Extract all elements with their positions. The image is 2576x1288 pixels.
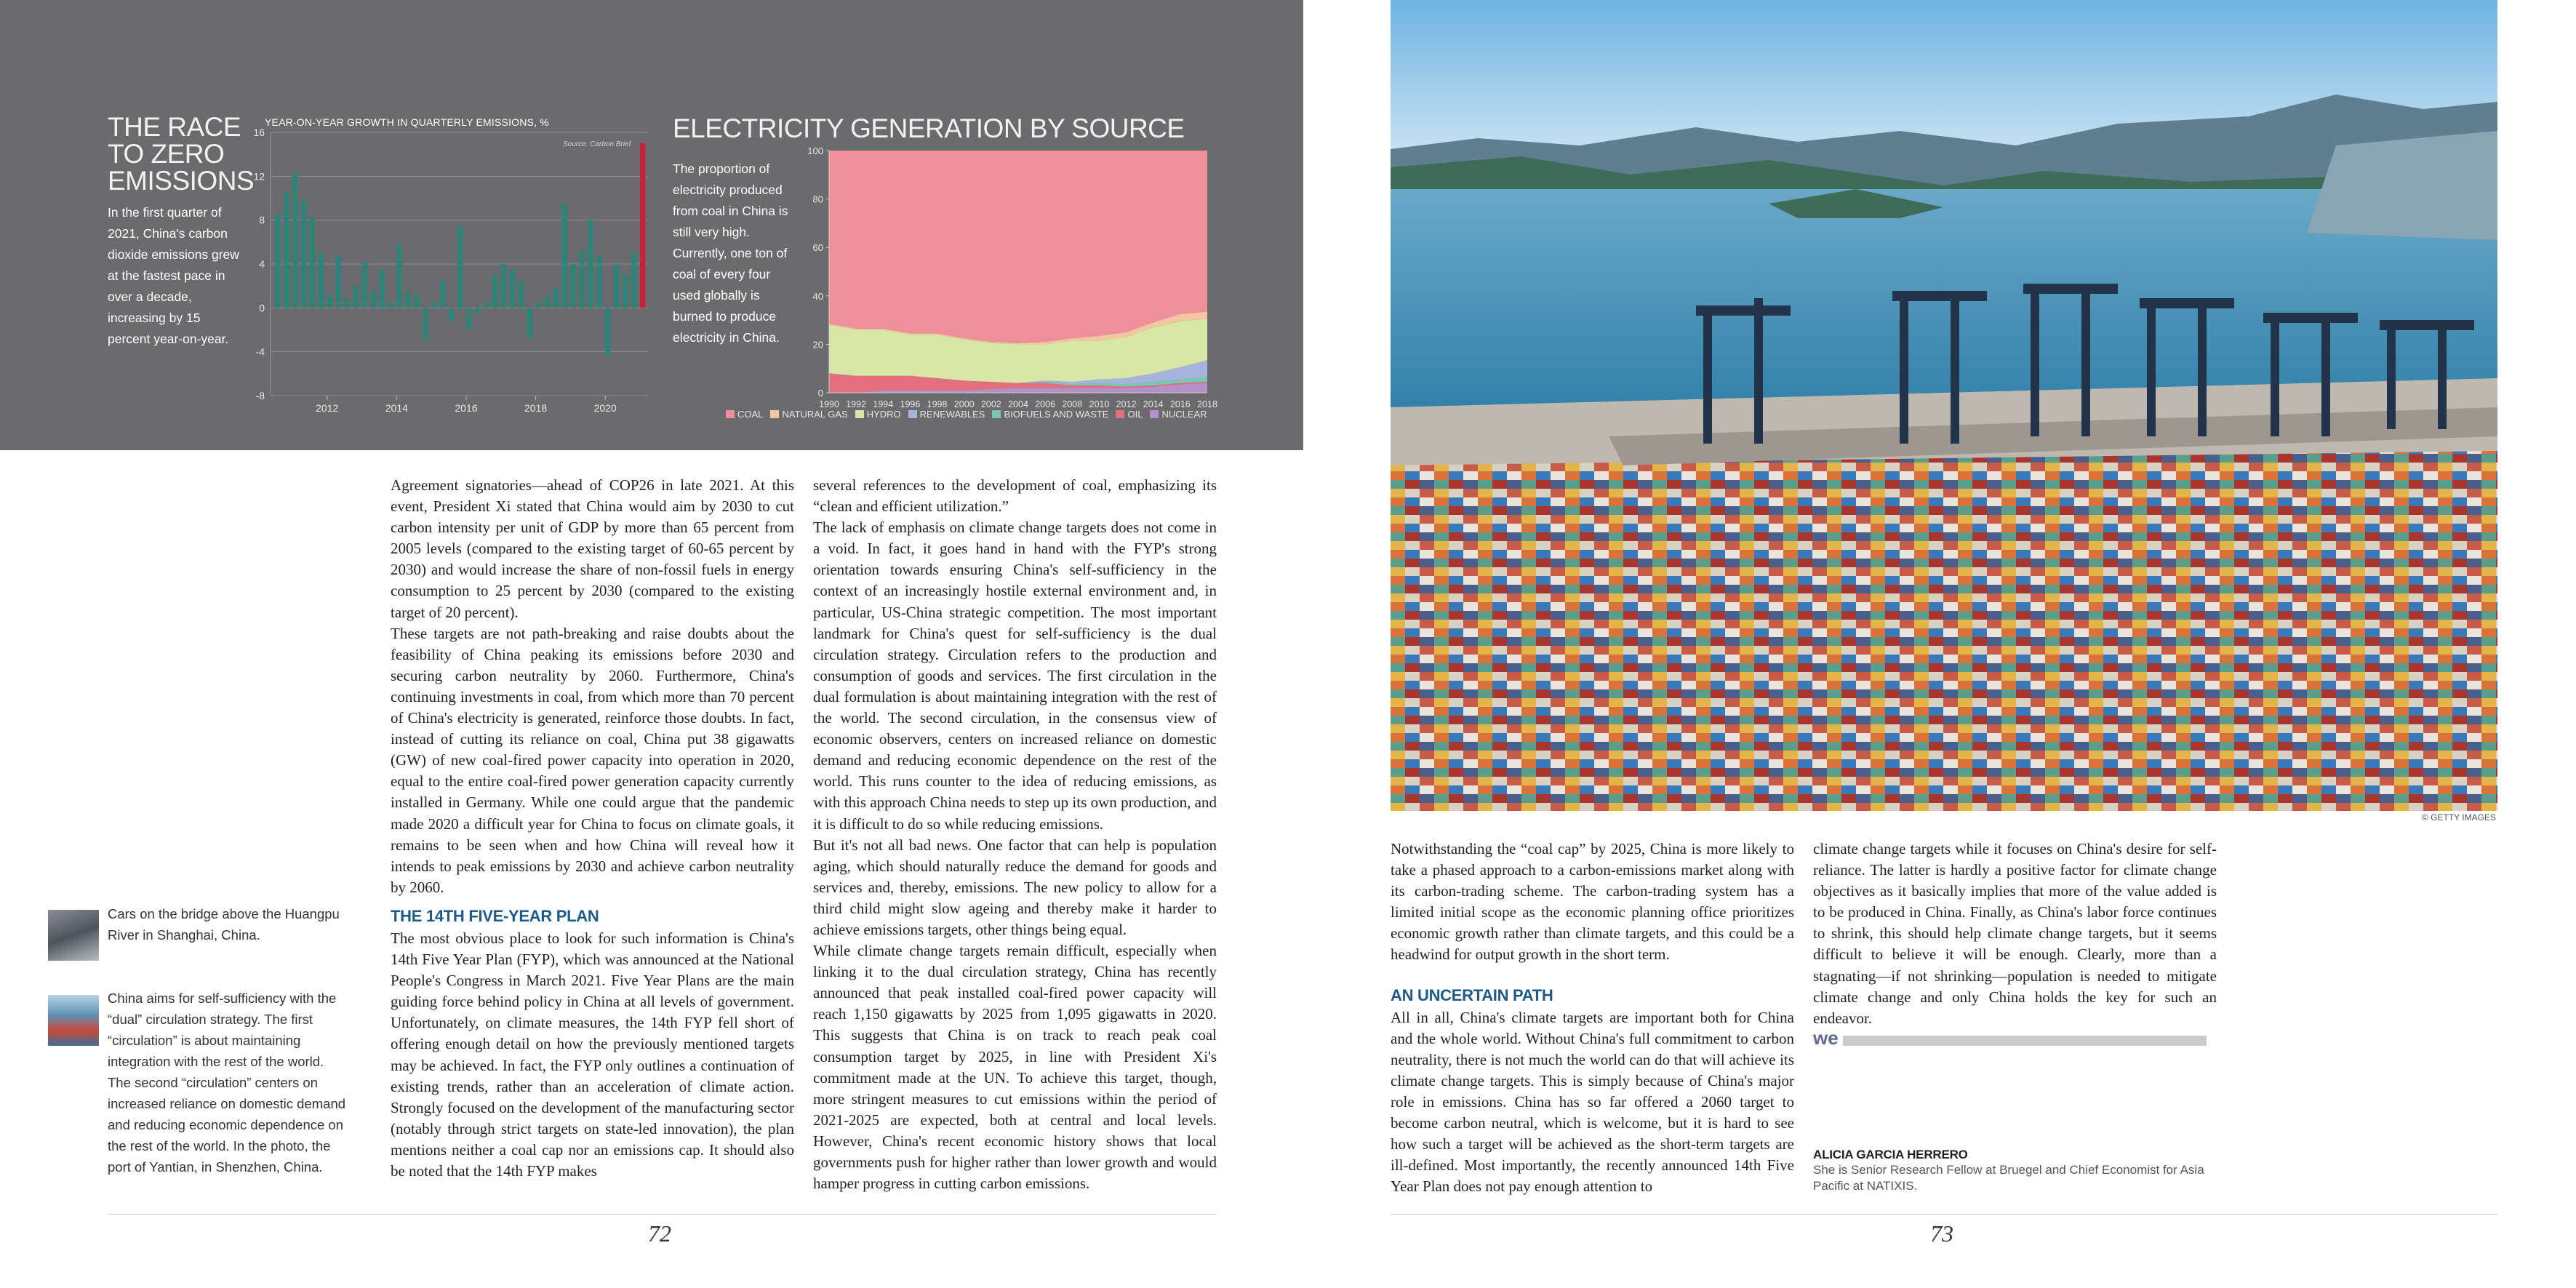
legend-swatch	[770, 410, 779, 418]
x-tick-label: 2018	[524, 402, 548, 414]
emission-bar	[310, 218, 315, 308]
emission-bar	[284, 193, 289, 308]
footer-rule	[108, 1214, 1217, 1215]
y-tick-label: 80	[812, 193, 823, 205]
legend-item	[908, 409, 985, 420]
paragraph: climate change targets while it focuses on China's desire for self-reliance. The latter is hardly a positive factor for climate change objectives as it basically implies that more of the value added is to be produced in China. Finally, as China's labor force continues to shrink, this should help climate change targets, but it seems difficult to believe it will be enough. Clearly, more than a stagnating—if not shrinking—population is needed to mitigate climate change and only China holds the key for such an endeavor.	[1813, 840, 2217, 1027]
x-tick-label: 1990	[819, 399, 839, 409]
port-photo-illustration	[1391, 0, 2497, 811]
y-tick-label: 8	[259, 214, 265, 226]
paragraph: The most obvious place to look for such information is China's 14th Five Year Plan (FYP), which was announced at the National People's Congress in March 2021. Five Year Plans are the main guiding force behind policy in China at all levels of government. Unfortunately, on climate measures, the 14th FYP fell short of offering enough detail on how the previously mentioned targets may be achieved. In fact, the FYP only outlines a continuation of existing trends, rather than an acceleration of climate action. Strongly focused on the development of the manufacturing sector (notably through strict targets on state-led innovation), the plan mentions neither a coal cap nor an emissions cap. It should also be noted that the 14th FYP makes	[391, 929, 794, 1180]
y-tick-label: 0	[817, 388, 823, 399]
port-thumbnail-image	[48, 995, 99, 1046]
legend-item	[726, 409, 763, 420]
legend-swatch	[992, 410, 1001, 418]
y-tick-label: 16	[253, 127, 265, 138]
emission-bar	[362, 262, 367, 308]
electricity-title: ELECTRICITY GENERATION BY SOURCE	[673, 113, 1185, 143]
emission-bar	[370, 292, 375, 308]
x-tick-label: 2004	[1008, 399, 1028, 409]
emission-bar	[510, 270, 515, 308]
caption-port: China aims for self-sufficiency with the “dual” circulation strategy. The first “circulation” is about maintaining integration with the rest of the world. The second “circulation” centers on increased reliance on domestic demand and reducing economic dependence on the rest of the world. In the photo, the port of Yantian, in Shenzhen, China.	[108, 991, 346, 1175]
left-column-1	[391, 475, 794, 1182]
x-tick-label: 1996	[900, 399, 921, 409]
photo-credit: © GETTY IMAGES	[2422, 812, 2496, 823]
legend-item	[1116, 409, 1143, 420]
right-column-1	[1391, 839, 1794, 1198]
emission-bar	[423, 308, 428, 340]
emission-bar	[327, 295, 332, 308]
emission-bar	[336, 255, 341, 308]
right-column-2	[1813, 839, 2217, 1050]
y-tick-label: 40	[812, 290, 823, 302]
emission-bar	[553, 288, 559, 308]
x-tick-label: 2010	[1089, 399, 1110, 409]
emission-bar	[527, 308, 532, 338]
emission-bar	[579, 251, 584, 308]
page-number-left: 72	[648, 1220, 671, 1247]
legend-swatch	[855, 410, 864, 418]
x-tick-label: 2018	[1197, 399, 1217, 409]
legend-item	[992, 409, 1108, 420]
legend-swatch	[726, 410, 735, 418]
race-title-line: THE RACE	[108, 112, 241, 142]
emissions-chart-title: YEAR-ON-YEAR GROWTH IN QUARTERLY EMISSIONS, %	[265, 116, 549, 128]
legend-item	[770, 409, 847, 420]
x-tick-label: 1994	[873, 399, 894, 409]
emission-bar	[519, 281, 524, 308]
emission-bar	[501, 264, 506, 308]
left-column-2	[813, 475, 1217, 1194]
footer-rule	[1391, 1214, 2497, 1215]
legend-item	[855, 409, 901, 420]
emission-bar	[319, 253, 324, 308]
y-tick-label: 0	[259, 302, 265, 314]
emission-bar	[301, 201, 306, 308]
emission-bar	[545, 297, 550, 308]
page-number-right: 73	[1930, 1220, 1953, 1247]
emission-bar	[405, 292, 410, 308]
emission-bar	[379, 270, 384, 308]
race-title-line: EMISSIONS	[108, 166, 255, 196]
x-tick-label: 2002	[980, 399, 1001, 409]
y-tick-label: 60	[812, 242, 823, 254]
emission-bar	[275, 215, 280, 308]
legend-swatch	[908, 410, 917, 418]
bridge-thumbnail-image	[48, 910, 99, 961]
end-bar	[1843, 1036, 2207, 1046]
emission-bar	[614, 264, 619, 308]
end-mark	[1813, 1028, 2217, 1050]
emission-bar	[570, 264, 575, 308]
emission-bar	[414, 295, 419, 308]
x-tick-label: 2006	[1035, 399, 1056, 409]
emission-bar	[536, 303, 541, 308]
emission-bar	[640, 143, 645, 308]
emission-bar	[596, 255, 601, 308]
legend-swatch	[1116, 410, 1124, 418]
legend-label: RENEWABLES	[919, 409, 985, 420]
author-name: ALICIA GARCIA HERRERO	[1813, 1148, 1968, 1161]
legend-item	[1150, 409, 1207, 420]
emission-bar	[623, 275, 628, 308]
race-title-line: TO ZERO	[108, 139, 225, 169]
emission-bar	[353, 286, 359, 308]
x-tick-label: 2012	[1116, 399, 1137, 409]
paragraph: These targets are not path-breaking and raise doubts about the feasibility of China peaking its emissions before 2030 and securing carbon neutrality by 2060. Furthermore, China's continuing investments in coal, from which more than 70 percent of China's electricity is generated, reinforce those doubts. In fact, instead of cutting its reliance on coal, China put 38 gigawatts (GW) of new coal-fired power capacity into operation in 2020, equal to the entire coal-fired power generation capacity currently installed in Germany. While one could argue that the pandemic made 2020 a difficult year for China to focus on climate goals, it remains to be seen when and how China will reveal how it intends to peak emissions by 2030 and achieve carbon neutrality by 2060.	[391, 624, 794, 896]
emission-bar	[449, 308, 454, 321]
author-block	[1813, 1148, 2217, 1194]
x-tick-label: 1998	[927, 399, 948, 409]
paragraph: Notwithstanding the “coal cap” by 2025, China is more likely to take a phased approach to a carbon-emissions market along with its carbon-trading scheme. The carbon-trading system has a limited initial scope as the economic planning office prioritizes economic growth rather than climate targets, and this could be a headwind for output growth in the short term.	[1391, 840, 1794, 964]
emission-bar	[605, 308, 610, 357]
emission-bar	[396, 244, 401, 308]
subhead-uncertain: AN UNCERTAIN PATH	[1391, 985, 1553, 1004]
legend-label: NUCLEAR	[1161, 409, 1207, 420]
paragraph: While climate change targets remain difficult, especially when linking it to the dual circulation strategy, China has recently announced that peak installed coal-fired power capacity will reach 1,150 gigawatts by 2025 from 1,095 gigawatts in 2020. This suggests that China is on track to reach peak coal consumption target by 2025, in line with President Xi's commitment made at the UN. To achieve this target, though, more stringent measures to cut emissions within the period of 2021-2025 are expected, both at central and local levels. However, China's recent economic history shows that local governments push for higher rather than lower growth and would hamper progress in cutting carbon emissions.	[813, 942, 1217, 1193]
x-tick-label: 2012	[316, 402, 339, 414]
legend-label: OIL	[1127, 409, 1143, 420]
emission-bar	[588, 220, 593, 308]
paragraph: All in all, China's climate targets are important both for China and the whole world. Without China's full commitment to carbon neutrality, there is not much the world can do that will achieve its climate change targets. This is simply because of China's major role in emissions. China has so far offered a 2060 target to become carbon neutral, which is welcome, but it is hard to see how such a target will be achieved as the short-term targets are ill-defined. Most importantly, the recently announced 14th Five Year Plan does not pay enough attention to	[1391, 1008, 1794, 1196]
x-tick-label: 2014	[385, 402, 408, 414]
y-tick-label: 20	[812, 339, 823, 351]
electricity-area-chart	[800, 142, 1222, 415]
emission-bar	[388, 303, 393, 308]
race-body: In the first quarter of 2021, China's carbon dioxide emissions grew at the fastest pace in over a decade, increasing by 15 percent year-on-year.	[108, 205, 239, 346]
paragraph: Agreement signatories—ahead of COP26 in late 2021. At this event, President Xi stated that China would aim by 2030 to cut carbon intensity per unit of GDP by more than 65 percent from 2005 levels (compared to the existing target of 60-65 percent by 2030) and would increase the share of non-fossil fuels in energy consumption to 25 percent by 2030 (compared to the existing target of 20 percent).	[391, 476, 794, 621]
x-tick-label: 2014	[1143, 399, 1164, 409]
y-tick-label: 4	[259, 258, 265, 270]
author-bio: She is Senior Research Fellow at Bruegel and Chief Economist for Asia Pacific at NATIXIS.	[1813, 1163, 2204, 1193]
x-tick-label: 2016	[455, 402, 478, 414]
electricity-body: The proportion of electricity produced from coal in China is still very high. Currently, one ton of coal of every four used globally is burned to produce electricity in China.	[673, 161, 788, 345]
y-tick-label: 12	[253, 170, 265, 183]
emission-bar	[466, 308, 471, 329]
x-tick-label: 2008	[1062, 399, 1083, 409]
legend-label: HYDRO	[866, 409, 901, 420]
legend-swatch	[1150, 410, 1159, 418]
subhead-fyp: THE 14TH FIVE-YEAR PLAN	[391, 906, 599, 925]
y-tick-label: -8	[255, 390, 265, 401]
we-logo: we	[1813, 1026, 1839, 1049]
emissions-bar-chart	[240, 116, 655, 422]
emission-bar	[484, 303, 489, 308]
x-tick-label: 2020	[593, 402, 617, 414]
paragraph: But it's not all bad news. One factor that can help is population aging, which should naturally reduce the demand for goods and services and, thereby, emissions. The new policy to allow for a third child might slow ageing and thereby make it harder to achieve emissions targets, other things being equal.	[813, 836, 1217, 938]
emission-bar	[431, 303, 436, 308]
electricity-legend	[726, 409, 1207, 420]
area-coal	[829, 151, 1207, 343]
emission-bar	[475, 308, 480, 313]
caption-bridge: Cars on the bridge above the Huangpu River in Shanghai, China.	[108, 906, 340, 943]
y-tick-label: -4	[255, 345, 265, 358]
race-title	[108, 113, 253, 194]
x-tick-label: 2000	[953, 399, 975, 409]
legend-label: COAL	[737, 409, 764, 420]
paragraph: The lack of emphasis on climate change targets does not come in a void. In fact, it goes hand in hand with the FYP's strong orientation towards ensuring China's self-sufficiency in the context of an increasingly hostile external environment and, in particular, US-China strategic competition. The most important landmark for China's quest for self-sufficiency is the dual circulation strategy. Circulation refers to the production and consumption of goods and services. The first circulation in the dual formulation is about maintaining integration with the rest of the world. The second circulation, in the consensus view of economic observers, centers on increased reliance on domestic demand and reducing economic dependence on the rest of the world. This runs counter to the idea of reducing emissions, as with this approach China needs to step up its own production, and it is difficult to do so while reducing emissions.	[813, 519, 1217, 833]
port-photo	[1391, 0, 2497, 811]
emission-bar	[631, 253, 636, 308]
legend-label: NATURAL GAS	[782, 409, 848, 420]
emission-bar	[440, 281, 445, 308]
x-tick-label: 2016	[1169, 399, 1191, 409]
emission-bar	[292, 173, 297, 308]
emissions-chart-source: Source: Carbon Brief	[563, 140, 631, 148]
emission-bar	[561, 204, 567, 308]
emission-bar	[457, 225, 463, 308]
y-tick-label: 100	[807, 145, 823, 156]
emission-bar	[492, 275, 497, 308]
paragraph: several references to the development of coal, emphasizing its “clean and efficient utilization.”	[813, 476, 1217, 516]
emission-bar	[345, 299, 350, 308]
x-tick-label: 1992	[846, 399, 867, 409]
legend-label: BIOFUELS AND WASTE	[1004, 409, 1109, 420]
